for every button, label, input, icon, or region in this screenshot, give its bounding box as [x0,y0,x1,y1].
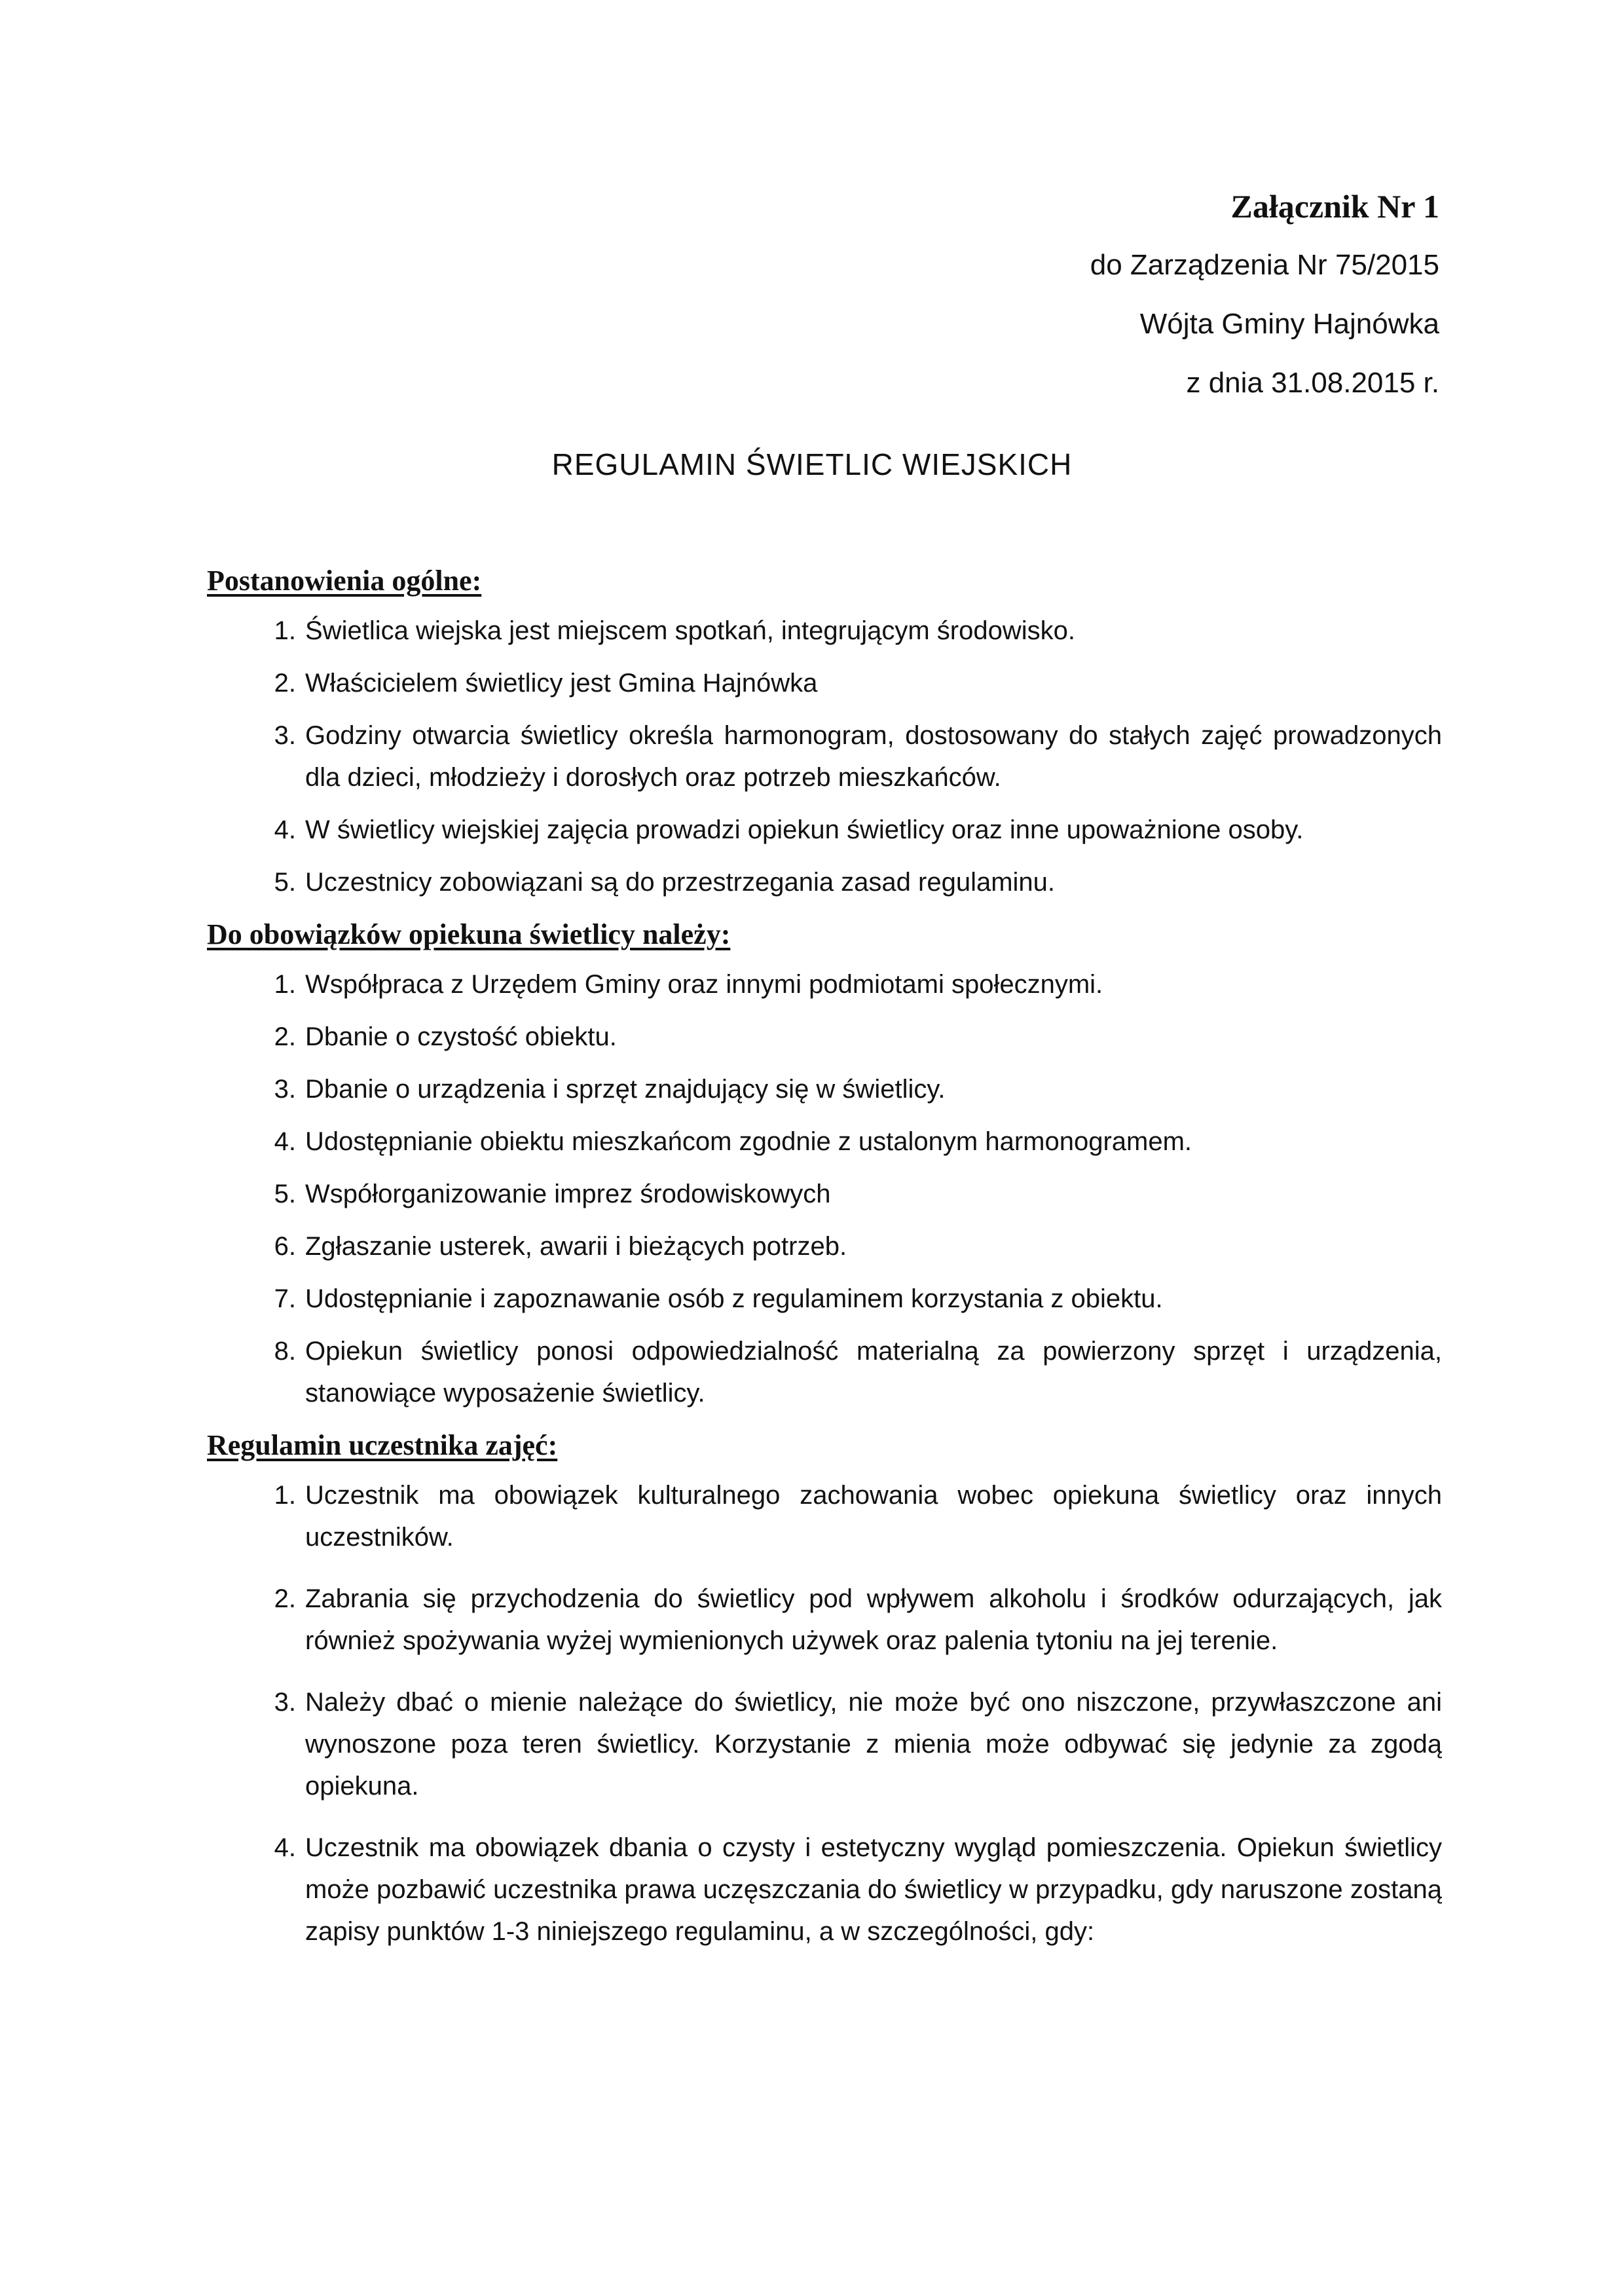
section-heading: Postanowienia ogólne: [207,565,482,597]
section-heading: Do obowiązków opiekuna świetlicy należy: [207,918,731,950]
list-item [207,1016,1442,1058]
item-text: Udostępnianie obiektu mieszkańcom zgodnie z ustalonym harmonogramem. [305,1127,1192,1156]
item-text: Uczestnik ma obowiązek kulturalnego zachowania wobec opiekuna świetlicy oraz innych uczestników. [305,1481,1442,1552]
list-item [207,1278,1442,1320]
list-item [207,1173,1442,1215]
item-text: Świetlica wiejska jest miejscem spotkań, integrującym środowisko. [305,616,1075,645]
item-text: Zabrania się przychodzenia do świetlicy pod wpływem alkoholu i środków odurzających, jak również spożywania wyżej wymienionych używek oraz palenia tytoniu na jej terenie. [305,1584,1442,1655]
item-number: 4. [274,1127,296,1156]
list-item [207,809,1442,851]
item-text: Dbanie o urządzenia i sprzęt znajdujący się w świetlicy. [305,1075,946,1104]
item-text: Godziny otwarcia świetlicy określa harmonogram, dostosowany do stałych zajęć prowadzonych dla dzieci, młodzieży i dorosłych oraz potrzeb mieszkańców. [305,721,1442,792]
item-number: 1. [274,616,296,645]
item-text: Współorganizowanie imprez środowiskowych [305,1180,831,1208]
item-text: Uczestnik ma obowiązek dbania o czysty i estetyczny wygląd pomieszczenia. Opiekun świetlicy może pozbawić uczestnika prawa uczęszczania do świetlicy w przypadku, gdy naruszone zostaną zapisy punktów 1-3 niniejszego regulaminu, a w szczególności, gdy: [305,1833,1442,1946]
item-number: 3. [274,1688,296,1717]
item-number: 7. [274,1284,296,1313]
item-text: Współpraca z Urzędem Gminy oraz innymi podmiotami społecznymi. [305,970,1103,999]
item-text: Należy dbać o mienie należące do świetlicy, nie może być ono niszczone, przywłaszczone ani wynoszone poza teren świetlicy. Korzystanie z mienia może odbywać się jedynie za zgodą opiekuna. [305,1688,1442,1801]
list-item [207,1330,1442,1414]
numbered-list [207,610,1442,903]
item-text: W świetlicy wiejskiej zajęcia prowadzi opiekun świetlicy oraz inne upoważnione osoby. [305,815,1304,844]
list-item [207,1681,1442,1807]
document-header [1090,177,1439,413]
section-general-provisions [207,560,1442,903]
list-item [207,1225,1442,1267]
list-item [207,1827,1442,1952]
item-number: 1. [274,1481,296,1510]
list-item [207,1578,1442,1662]
item-text: Zgłaszanie usterek, awarii i bieżących potrzeb. [305,1232,847,1261]
item-number: 3. [274,1075,296,1104]
item-text: Opiekun świetlicy ponosi odpowiedzialność materialną za powierzony sprzęt i urządzenia, stanowiące wyposażenie świetlicy. [305,1337,1442,1408]
header-line-2: Wójta Gminy Hajnówka [1139,308,1439,340]
document-body [207,560,1442,1972]
item-text: Właścicielem świetlicy jest Gmina Hajnówka [305,669,818,698]
list-item [207,1068,1442,1110]
list-item [207,1474,1442,1558]
item-text: Uczestnicy zobowiązani są do przestrzegania zasad regulaminu. [305,868,1056,897]
numbered-list [207,963,1442,1414]
header-line-1: do Zarządzenia Nr 75/2015 [1090,249,1439,281]
list-item [207,1121,1442,1163]
item-number: 2. [274,669,296,698]
item-number: 3. [274,721,296,750]
section-heading: Regulamin uczestnika zajęć: [207,1429,558,1461]
item-number: 8. [274,1337,296,1366]
item-text: Udostępnianie i zapoznawanie osób z regulaminem korzystania z obiektu. [305,1284,1163,1313]
section-participant-rules [207,1425,1442,1952]
list-item [207,861,1442,903]
item-number: 4. [274,1833,296,1862]
list-item [207,715,1442,798]
item-number: 5. [274,1180,296,1208]
list-item [207,662,1442,704]
item-number: 6. [274,1232,296,1261]
item-number: 1. [274,970,296,999]
numbered-list [207,1474,1442,1952]
item-number: 5. [274,868,296,897]
list-item [207,610,1442,652]
item-text: Dbanie o czystość obiektu. [305,1022,617,1051]
list-item [207,963,1442,1005]
item-number: 2. [274,1022,296,1051]
document-title: REGULAMIN ŚWIETLIC WIEJSKICH [551,447,1073,481]
item-number: 4. [274,815,296,844]
attachment-title: Załącznik Nr 1 [1230,188,1439,225]
section-caretaker-duties [207,914,1442,1414]
header-line-3: z dnia 31.08.2015 r. [1186,367,1439,399]
item-number: 2. [274,1584,296,1613]
